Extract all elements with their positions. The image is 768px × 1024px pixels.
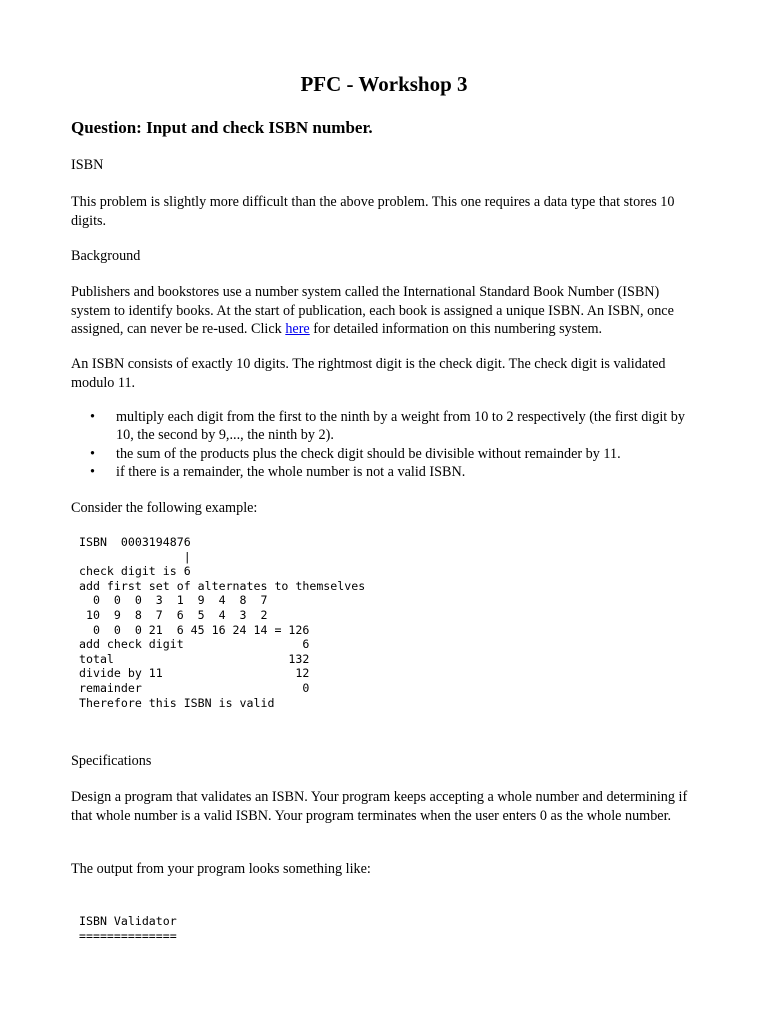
background-text-end: for detailed information on this numbering system.: [309, 321, 603, 337]
question-heading: Question: Input and check ISBN number.: [71, 118, 373, 137]
background-paragraph: [71, 283, 701, 339]
specifications-heading: Specifications: [71, 753, 152, 769]
background-heading: Background: [71, 248, 141, 264]
example-code-block: ISBN 0003194876 | check digit is 6 add first set of alternates to themselves 0 0 0 3 1 9 4 8 7 10 9 8 7 6 5 4 3 2 0 0 0 21 6 45 16 24 14 = 126 add check digit 6 total 132 divide by 11 12 remainder 0 Therefore this ISBN is valid: [79, 535, 366, 710]
output-intro: The output from your program looks something like:: [71, 861, 371, 877]
isbn-description: An ISBN consists of exactly 10 digits. The rightmost digit is the check digit. The check digit is validated modulo 11.: [71, 356, 666, 391]
page-title: PFC - Workshop 3: [300, 72, 468, 96]
output-code-block: ISBN Validator ==============: [79, 914, 177, 943]
rule-text: multiply each digit from the first to the ninth by a weight from 10 to 2 respectively (the first digit by 10, the second by 9,..., the ninth by 2).: [116, 409, 685, 444]
intro-paragraph: This problem is slightly more difficult than the above problem. This one requires a data type that stores 10 digits.: [71, 194, 675, 229]
bullet-icon: •: [90, 463, 95, 480]
list-item: [71, 445, 701, 463]
specifications-paragraph: Design a program that validates an ISBN. Your program keeps accepting a whole number and determining if that whole number is a valid ISBN. Your program terminates when the user enters 0 as the whole number.: [71, 789, 688, 824]
list-item: [71, 408, 701, 445]
list-item: [71, 463, 701, 481]
check-digit-rules: [71, 408, 701, 481]
rule-text: the sum of the products plus the check digit should be divisible without remainder by 11.: [116, 445, 621, 462]
example-intro: Consider the following example:: [71, 500, 258, 516]
rule-text: if there is a remainder, the whole number is not a valid ISBN.: [116, 463, 466, 480]
here-link[interactable]: here: [285, 321, 310, 337]
bullet-icon: •: [90, 445, 95, 462]
background-text-start: Publishers and bookstores use a number system called the International Standard Book Number (ISBN) system to identify books. At the start of publication, each book is assigned a unique ISBN. An ISBN, once assigned, can never be re-used. Click: [71, 284, 674, 337]
bullet-icon: •: [90, 409, 95, 425]
isbn-heading: ISBN: [71, 157, 104, 173]
